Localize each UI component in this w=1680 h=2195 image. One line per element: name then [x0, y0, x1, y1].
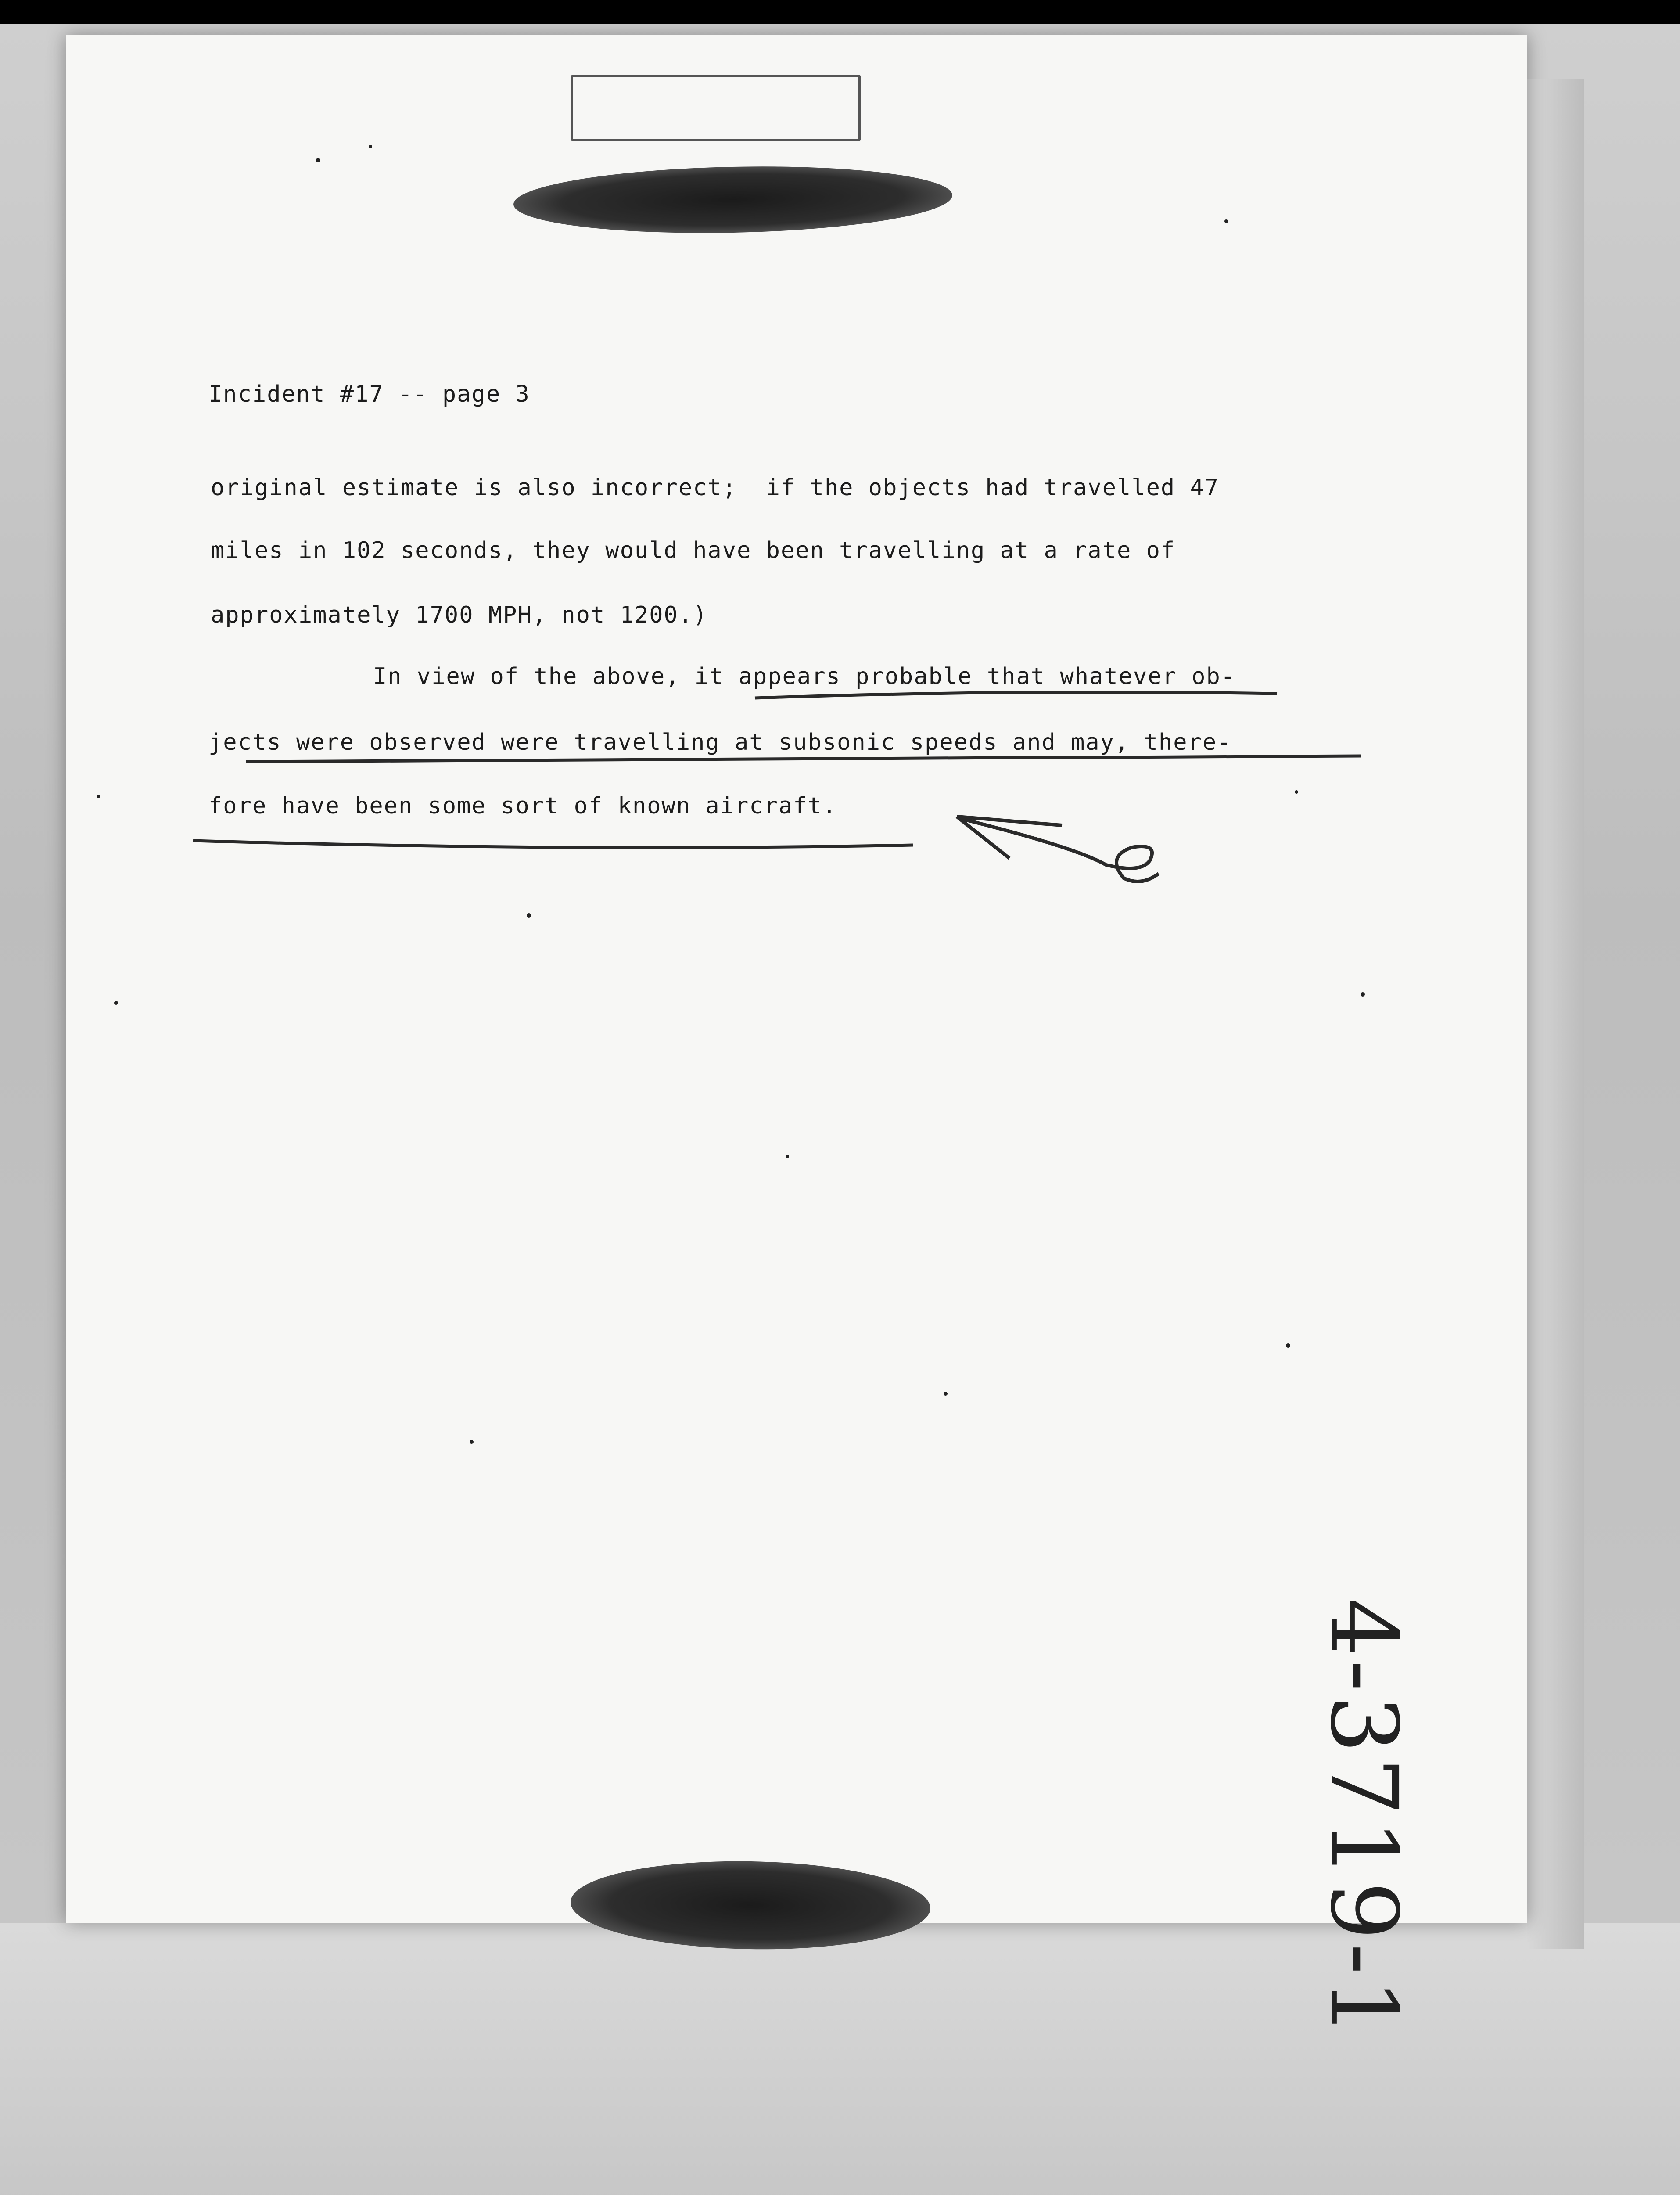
speck	[527, 913, 531, 918]
speck	[1361, 992, 1365, 997]
body-line: In view of the above, it appears probable that whatever ob-	[373, 663, 1236, 690]
body-line: miles in 102 seconds, they would have been travelling at a rate of	[211, 537, 1176, 564]
speck	[114, 1001, 118, 1005]
speck	[316, 158, 320, 162]
speck	[1286, 1343, 1290, 1348]
handwritten-margin-number: 4-3719-1	[1310, 1598, 1418, 2040]
underline-1	[755, 692, 1277, 698]
body-line: fore have been some sort of known aircraft.	[208, 793, 837, 819]
speck	[1224, 220, 1228, 223]
speck	[470, 1440, 474, 1444]
body-line: original estimate is also incorrect; if the objects had travelled 47	[211, 475, 1220, 501]
arrow-icon	[957, 817, 1159, 882]
page-header: Incident #17 -- page 3	[208, 381, 530, 407]
speck	[369, 145, 372, 148]
body-line: jects were observed were travelling at subsonic speeds and may, there-	[208, 729, 1232, 756]
body-line: approximately 1700 MPH, not 1200.)	[211, 602, 708, 628]
underline-2	[246, 756, 1361, 762]
speck	[1295, 790, 1298, 794]
speck	[97, 795, 100, 798]
underline-3	[193, 841, 913, 848]
speck	[944, 1392, 948, 1396]
speck	[786, 1155, 789, 1158]
